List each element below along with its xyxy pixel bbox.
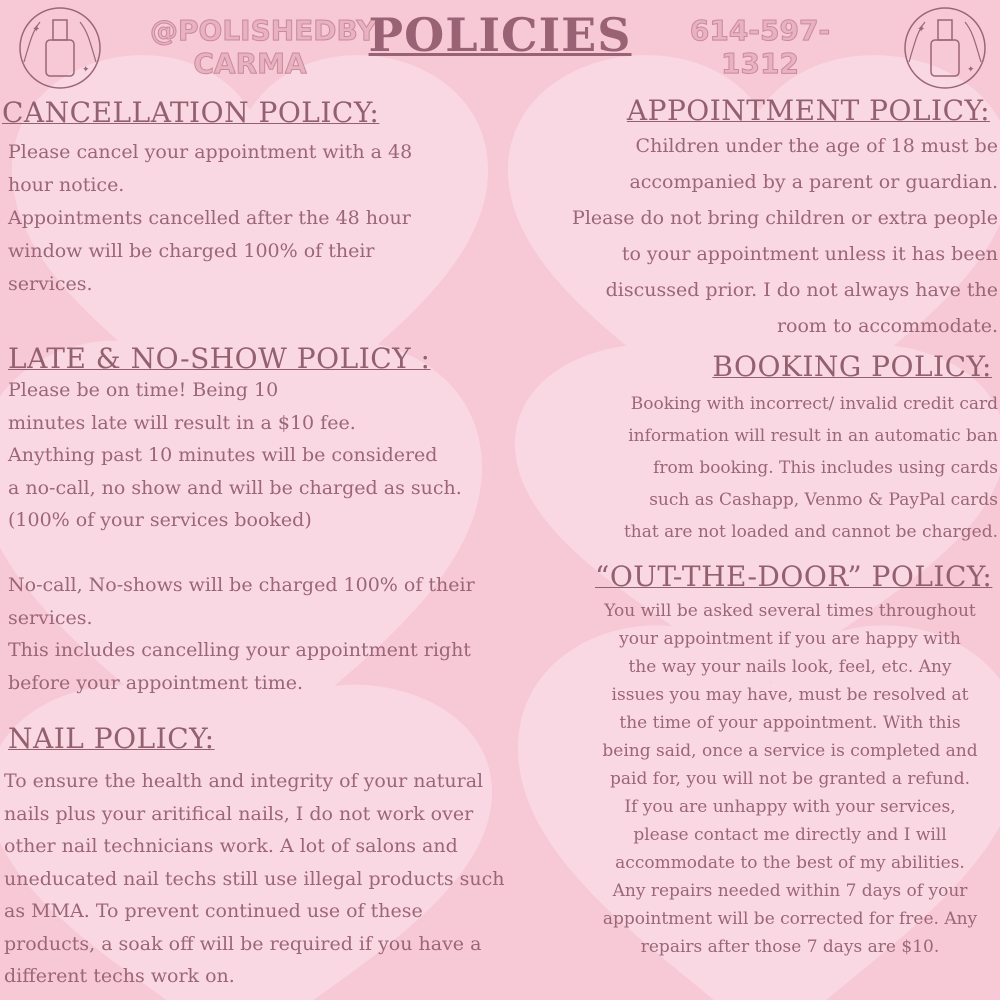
policy-line: No-call, No-shows will be charged 100% of their bbox=[8, 574, 475, 596]
policy-line: the time of your appointment. With this bbox=[619, 713, 961, 733]
policy-line: services. bbox=[8, 606, 93, 629]
policy-line: minutes late will result in a $10 fee. bbox=[8, 411, 356, 434]
policy-line: accommodate to the best of my abilities. bbox=[615, 853, 965, 873]
policy-line: Appointments cancelled after the 48 hour bbox=[8, 207, 411, 229]
phone-line: 614-597- bbox=[689, 14, 831, 47]
booking-policy-heading: BOOKING POLICY: bbox=[712, 350, 992, 383]
svg-text:✦: ✦ bbox=[82, 65, 90, 75]
appointment-policy-heading: APPOINTMENT POLICY: bbox=[626, 94, 990, 127]
policy-line: hour notice. bbox=[8, 174, 125, 196]
policy-line: other nail technicians work. A lot of salons and bbox=[4, 835, 458, 857]
policy-line: accompanied by a parent or guardian. bbox=[629, 171, 998, 193]
nail-policy-heading: NAIL POLICY: bbox=[8, 722, 215, 755]
policy-line: that are not loaded and cannot be charged. bbox=[623, 522, 998, 542]
policy-line: to your appointment unless it has been bbox=[621, 243, 998, 265]
policy-line: paid for, you will not be granted a refund. bbox=[609, 769, 971, 789]
page-title: POLICIES bbox=[368, 8, 632, 62]
phone-line: 1312 bbox=[721, 47, 799, 80]
policy-line: your appointment if you are happy with bbox=[619, 629, 961, 649]
policy-line: room to accommodate. bbox=[776, 315, 998, 337]
policy-line: You will be asked several times throughout bbox=[604, 601, 976, 621]
policy-line: Anything past 10 minutes will be considered bbox=[8, 444, 438, 466]
phone-number bbox=[680, 14, 840, 80]
policy-line: issues you may have, must be resolved at bbox=[611, 685, 969, 705]
handle-line: CARMA bbox=[193, 47, 307, 80]
policy-line: nails plus your aritifical nails, I do not work over bbox=[4, 802, 474, 825]
policy-line: If you are unhappy with your services, bbox=[624, 797, 956, 817]
out-the-door-policy-text bbox=[585, 597, 995, 961]
policy-line: To ensure the health and integrity of your natural bbox=[4, 770, 484, 792]
cancellation-policy-text bbox=[8, 136, 498, 301]
policy-line: repairs after those 7 days are $10. bbox=[640, 937, 940, 957]
out-the-door-policy-heading: “OUT-THE-DOOR” POLICY: bbox=[595, 560, 993, 593]
policy-line: as MMA. To prevent continued use of these bbox=[4, 900, 423, 922]
policy-line: from booking. This includes using cards bbox=[653, 458, 998, 478]
policy-line: Please be on time! Being 10 bbox=[8, 379, 279, 401]
booking-policy-text bbox=[548, 388, 998, 548]
policy-line: products, a soak off will be required if you have a bbox=[4, 932, 482, 955]
policy-line: the way your nails look, feel, etc. Any bbox=[628, 657, 952, 677]
policy-line: information will result in an automatic ban bbox=[628, 426, 998, 446]
policy-line: appointment will be corrected for free. Any bbox=[602, 909, 978, 929]
policy-line: (100% of your services booked) bbox=[8, 509, 312, 531]
nail-polish-bottle-icon bbox=[895, 2, 995, 94]
svg-text:✦: ✦ bbox=[32, 24, 41, 35]
policy-line: uneducated nail techs still use illegal products such bbox=[4, 867, 505, 890]
handle-line: @POLISHEDBY bbox=[150, 14, 377, 47]
policy-line: window will be charged 100% of their bbox=[8, 240, 375, 262]
policy-line: discussed prior. I do not always have the bbox=[605, 279, 998, 301]
svg-text:✦: ✦ bbox=[967, 65, 975, 75]
late-no-show-policy-text bbox=[8, 374, 528, 699]
nail-policy-text bbox=[4, 765, 544, 993]
instagram-handle bbox=[150, 14, 377, 80]
policy-line: Please cancel your appointment with a 48 bbox=[8, 141, 413, 163]
policy-line: services. bbox=[8, 273, 93, 295]
policy-line: a no-call, no show and will be charged as such. bbox=[8, 476, 462, 499]
policy-line: before your appointment time. bbox=[8, 671, 304, 694]
nail-polish-bottle-icon bbox=[10, 2, 110, 94]
policy-line: This includes cancelling your appointment right bbox=[8, 639, 471, 661]
policy-line: Please do not bring children or extra people bbox=[572, 207, 998, 229]
late-no-show-policy-heading: LATE & NO-SHOW POLICY : bbox=[8, 342, 431, 375]
policy-line: please contact me directly and I will bbox=[633, 825, 947, 845]
policy-line: Children under the age of 18 must be bbox=[635, 135, 998, 157]
policy-line: Any repairs needed within 7 days of your bbox=[612, 881, 968, 901]
appointment-policy-text bbox=[498, 128, 998, 344]
policy-line: such as Cashapp, Venmo & PayPal cards bbox=[649, 490, 998, 510]
policy-line: Booking with incorrect/ invalid credit card bbox=[630, 394, 998, 414]
policy-line: being said, once a service is completed and bbox=[602, 741, 978, 761]
svg-text:✦: ✦ bbox=[917, 24, 926, 35]
policy-line bbox=[8, 537, 528, 570]
cancellation-policy-heading: CANCELLATION POLICY: bbox=[2, 96, 380, 129]
policy-line: different techs work on. bbox=[4, 965, 235, 987]
